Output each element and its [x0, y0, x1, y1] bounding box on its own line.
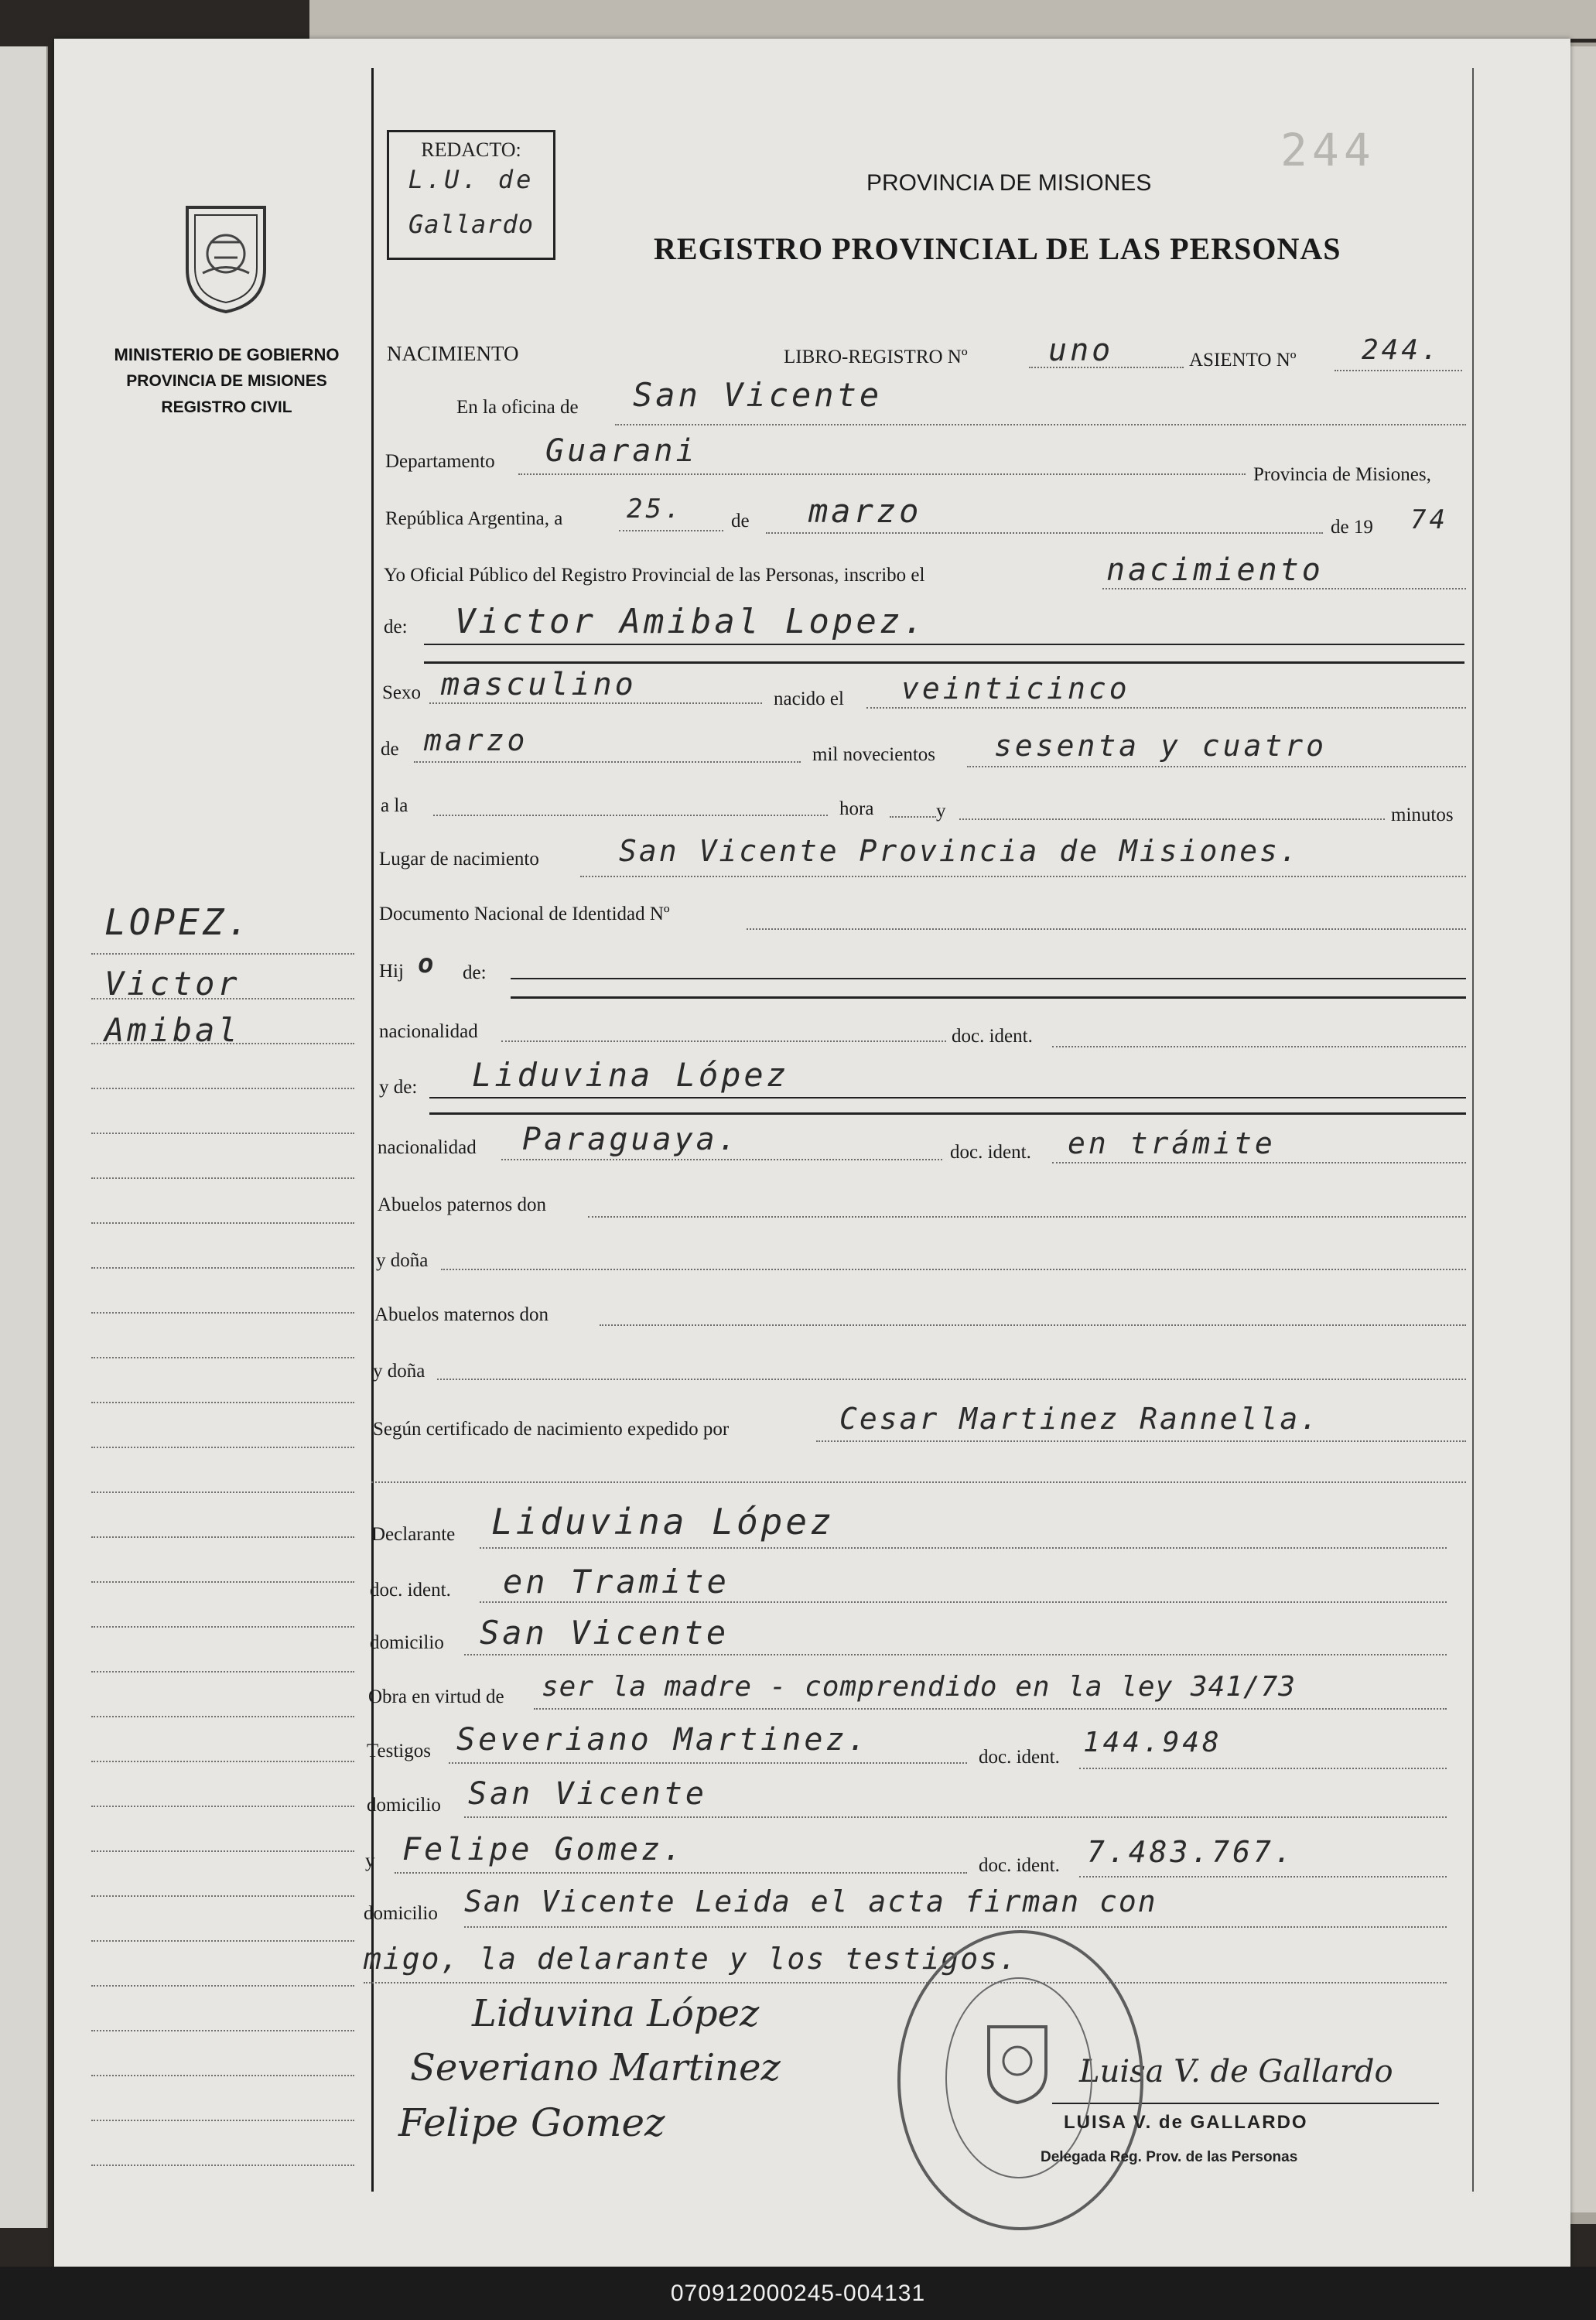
margin-rule [91, 1985, 354, 1987]
margin-rule [91, 1626, 354, 1628]
mes-value: marzo [808, 492, 922, 530]
margin-rule [91, 998, 354, 999]
departamento-value: Guarani [545, 433, 698, 469]
signature-oficial: Luisa V. de Gallardo [1079, 2054, 1393, 2089]
signature-declarante: Liduvina López [472, 1992, 760, 2035]
margin-rule [91, 1312, 354, 1314]
docid2-value: en trámite [1068, 1126, 1276, 1160]
margin-rule [91, 1940, 354, 1942]
ministry-header [91, 342, 362, 421]
margin-rule [91, 1536, 354, 1538]
margin-divider [371, 68, 374, 2192]
departamento-label: Departamento [385, 451, 495, 472]
declarante-line [480, 1547, 1447, 1549]
lugar-value: San Vicente Provincia de Misiones. [619, 834, 1300, 868]
margin-rule [91, 2120, 354, 2121]
anio2-line [967, 766, 1466, 767]
margin-rule [91, 1043, 354, 1044]
stamp-emblem-icon [983, 2021, 1052, 2106]
y-label: y [936, 801, 946, 822]
declarante-label: Declarante [371, 1524, 456, 1545]
anio-value: 74 [1410, 504, 1448, 535]
margin-rule [91, 1447, 354, 1448]
oficina-value: San Vicente [633, 376, 883, 414]
signature-testigo-1: Severiano Martinez [410, 2046, 781, 2089]
nac1-line [501, 1040, 946, 1042]
asiento-line [1335, 370, 1462, 371]
redacto-label: REDACTO: [421, 138, 521, 161]
nombre-line [424, 644, 1464, 645]
domicilio3-line [464, 1926, 1447, 1928]
dni-label: Documento Nacional de Identidad Nº [379, 904, 670, 924]
page-number: 244 [1280, 124, 1376, 176]
domicilio2-line [464, 1816, 1447, 1818]
margin-rule [91, 1402, 354, 1403]
libro-value: uno [1048, 333, 1114, 368]
book-edge-top [309, 0, 1596, 39]
footer-image-code: 070912000245-004131 [670, 2281, 926, 2306]
domicilio2-value: San Vicente [468, 1776, 707, 1812]
hijo-label: Hij [379, 961, 404, 982]
margin-rule [91, 1716, 354, 1717]
redacto-initials: L.U. de [408, 165, 535, 194]
margin-firstname: Victor [104, 965, 241, 1003]
asiento-label: ASIENTO Nº [1189, 350, 1297, 371]
minutos-label: minutos [1391, 805, 1454, 825]
docid2-line [1052, 1162, 1466, 1163]
docid4-value: 144.948 [1083, 1727, 1222, 1758]
cierre-value: migo, la delarante y los testigos. [364, 1942, 1018, 1976]
abuelos-paternos-label: Abuelos paternos don [378, 1194, 547, 1215]
certificado-value: Cesar Martinez Rannella. [839, 1402, 1321, 1436]
margin-rule [91, 1895, 354, 1897]
redacto-surname: Gallardo [408, 210, 535, 239]
form-right-border [1472, 68, 1474, 2192]
testigo2-line [395, 1872, 967, 1874]
margin-rule [91, 2075, 354, 2076]
nacionalidad1-label: nacionalidad [379, 1021, 478, 1042]
testigo2-value: Felipe Gomez. [402, 1832, 685, 1867]
hijo-de-label: de: [463, 962, 487, 983]
provincia-misiones-seal-icon [179, 200, 272, 316]
ydona1-line [441, 1269, 1466, 1270]
dni-line [747, 928, 1466, 930]
docid1-line [1052, 1046, 1466, 1047]
oficial-text: Yo Oficial Público del Registro Provincial de las Personas, inscribo el [384, 565, 925, 586]
margin-rule [91, 1850, 354, 1852]
obra-line [534, 1708, 1447, 1710]
obra-value: ser la madre - comprendido en la ley 341/73 [542, 1671, 1296, 1703]
registro-civil-line: REGISTRO CIVIL [161, 398, 292, 416]
nac2-line [501, 1159, 942, 1160]
departamento-line [518, 473, 1246, 475]
madre-value: Liduvina López [472, 1056, 790, 1094]
officer-name: LUISA V. de GALLARDO [1064, 2112, 1308, 2133]
sexo-line [429, 702, 762, 704]
asiento-value: 244. [1362, 334, 1441, 366]
hijo-value: o [418, 948, 437, 979]
docid4-line [1079, 1768, 1447, 1769]
margin-rule [91, 1357, 354, 1358]
margin-rule [91, 1491, 354, 1493]
oficina-line [615, 424, 1466, 425]
ydona2-label: y doña [373, 1361, 425, 1382]
lugar-label: Lugar de nacimiento [379, 849, 539, 870]
minutos-line [959, 818, 1385, 820]
testigos-label: Testigos [367, 1741, 431, 1761]
y-de-label: y de: [379, 1077, 418, 1098]
margin-rule [91, 2165, 354, 2166]
inscribo-line [1102, 588, 1466, 589]
nombre-underline [424, 661, 1464, 664]
hora-label: hora [839, 798, 874, 819]
signature-testigo-2: Felipe Gomez [398, 2100, 665, 2145]
nacido-line [866, 707, 1466, 709]
testigo1-line [449, 1762, 967, 1764]
margin-surname: LOPEZ. [104, 901, 252, 943]
oficina-label: En la oficina de [456, 397, 579, 418]
nacido-value: veinticinco [901, 671, 1130, 706]
mes2-value: marzo [424, 723, 528, 757]
margin-rule [91, 953, 354, 955]
margin-middlename: Amibal [104, 1011, 241, 1049]
libro-label: LIBRO-REGISTRO Nº [784, 347, 968, 367]
nacionalidad2-label: nacionalidad [378, 1137, 477, 1158]
certificado-line-2 [371, 1481, 1466, 1483]
margin-rule [91, 1806, 354, 1807]
nac2-value: Paraguaya. [522, 1122, 740, 1157]
domicilio1-label: domicilio [370, 1632, 444, 1653]
domicilio1-line [464, 1654, 1447, 1655]
margin-rule [91, 1581, 354, 1583]
domicilio3-value: San Vicente Leida el acta firman con [464, 1884, 1157, 1919]
nacimiento-label: NACIMIENTO [387, 342, 519, 365]
mes2-line [414, 761, 801, 763]
madre-line [429, 1097, 1466, 1098]
de-nombre-label: de: [384, 617, 408, 637]
docid5-line [1079, 1876, 1447, 1878]
margin-rule [91, 1267, 354, 1269]
nombre-value: Victor Amibal Lopez. [455, 602, 927, 641]
padre-underline [511, 996, 1466, 999]
republica-label: República Argentina, a [385, 508, 563, 529]
nacido-label: nacido el [774, 688, 844, 709]
ydona1-label: y doña [376, 1250, 429, 1271]
cierre-line [364, 1982, 1447, 1983]
margin-rule [91, 1761, 354, 1762]
ydona2-line [437, 1379, 1466, 1380]
domicilio1-value: San Vicente [480, 1614, 730, 1652]
inscribo-value: nacimiento [1106, 552, 1324, 588]
abuelos-maternos-label: Abuelos maternos don [374, 1304, 549, 1325]
anio-label: de 19 [1331, 517, 1373, 538]
anio2-value: sesenta y cuatro [994, 729, 1328, 763]
province-title: PROVINCIA DE MISIONES [866, 170, 1152, 196]
abpat-line [588, 1216, 1466, 1218]
mil-label: mil novecientos [812, 744, 935, 765]
margin-rule [91, 1222, 354, 1224]
docid5-value: 7.483.767. [1087, 1835, 1295, 1869]
domicilio3-label: domicilio [364, 1903, 438, 1924]
hora-line [890, 816, 936, 818]
certificado-label: Según certificado de nacimiento expedido por [373, 1419, 730, 1440]
ala-line [433, 815, 828, 816]
sexo-value: masculino [441, 667, 637, 702]
testigo1-value: Severiano Martinez. [456, 1722, 870, 1758]
obra-label: Obra en virtud de [368, 1686, 504, 1707]
docid2-label: doc. ident. [950, 1142, 1031, 1163]
redacto-box [387, 130, 555, 260]
ala-label: a la [381, 795, 408, 816]
margin-rule [91, 1177, 354, 1179]
de-mes-label: de [381, 739, 399, 760]
docid3-label: doc. ident. [370, 1580, 451, 1601]
sexo-label: Sexo [382, 682, 421, 703]
margin-rule [91, 1671, 354, 1673]
margin-rule [91, 1133, 354, 1134]
padre-line [511, 978, 1466, 979]
madre-underline [429, 1112, 1466, 1115]
abmat-line [600, 1324, 1466, 1326]
registry-title: REGISTRO PROVINCIAL DE LAS PERSONAS [654, 231, 1341, 266]
dia-value: 25. [627, 494, 684, 524]
docid3-value: en Tramite [503, 1563, 730, 1601]
y-testigo-label: y [365, 1850, 375, 1871]
docid3-line [480, 1601, 1447, 1603]
docid1-label: doc. ident. [952, 1026, 1033, 1047]
lugar-line [580, 876, 1466, 877]
province-line: PROVINCIA DE MISIONES [126, 372, 327, 390]
docid4-label: doc. ident. [979, 1747, 1060, 1768]
docid5-label: doc. ident. [979, 1855, 1060, 1876]
dia-line [619, 530, 723, 531]
book-edge-left [0, 46, 48, 2228]
de-label: de [731, 511, 750, 531]
domicilio2-label: domicilio [367, 1795, 441, 1816]
margin-rule [91, 2030, 354, 2031]
provincia-label: Provincia de Misiones, [1253, 464, 1431, 485]
certificado-line [816, 1440, 1466, 1442]
officer-title: Delegada Reg. Prov. de las Personas [1041, 2149, 1298, 2165]
margin-rule [91, 1088, 354, 1089]
ministry-line: MINISTERIO DE GOBIERNO [114, 345, 340, 364]
declarante-value: Liduvina López [491, 1501, 835, 1543]
mes-line [766, 532, 1323, 534]
